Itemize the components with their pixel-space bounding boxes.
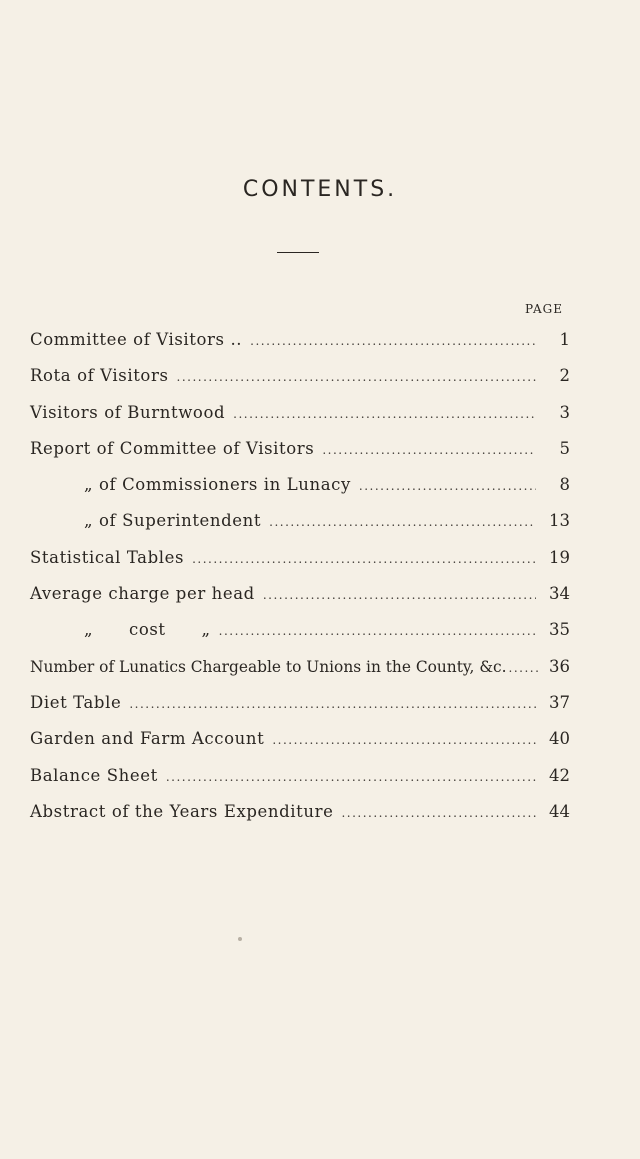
entry-label: Number of Lunatics Chargeable to Unions in the County, &c. (30, 657, 507, 676)
dot-leader (177, 370, 536, 384)
dot-leader (509, 661, 540, 675)
dot-leader (322, 443, 536, 457)
page-title: CONTENTS. (242, 176, 398, 202)
entry-page-number: 37 (549, 692, 570, 712)
contents-entry (30, 693, 570, 729)
contents-entry (30, 729, 570, 765)
contents-entry (30, 802, 570, 838)
entry-label: Visitors of Burntwood (30, 402, 226, 422)
dot-leader (359, 479, 536, 493)
entry-page-number: 19 (549, 547, 570, 567)
entry-page-number: 2 (559, 366, 570, 386)
entry-page-number: 42 (549, 765, 570, 785)
contents-entry (30, 330, 570, 366)
contents-entry (30, 475, 570, 511)
entry-label: Diet Table (30, 692, 122, 712)
entry-label: „ cost „ (84, 620, 211, 640)
dot-leader (219, 624, 536, 638)
entry-label: Average charge per head (30, 584, 255, 604)
dot-leader (272, 733, 536, 747)
entry-label: Report of Committee of Visitors (30, 438, 315, 458)
entry-label: „ of Superintendent (84, 511, 262, 531)
entry-page-number: 3 (559, 402, 570, 422)
contents-entry (30, 657, 570, 693)
dot-leader (269, 515, 536, 529)
entry-page-number: 1 (559, 330, 570, 349)
contents-entry (30, 584, 570, 620)
entry-label: „ of Commissioners in Lunacy (84, 475, 351, 495)
contents-entry (30, 548, 570, 584)
entry-page-number: 40 (549, 729, 570, 749)
entry-page-number: 13 (549, 511, 570, 531)
entry-label: Rota of Visitors (30, 366, 169, 386)
entry-page-number: 5 (559, 438, 570, 458)
entry-page-number: 35 (549, 620, 570, 640)
entry-label: Balance Sheet (30, 765, 158, 785)
dot-leader (233, 407, 536, 421)
entry-label: Committee of Visitors .. (30, 330, 243, 349)
entry-page-number: 8 (559, 475, 570, 495)
entry-page-number: 44 (549, 801, 570, 821)
page-column-heading: PAGE (525, 302, 563, 316)
contents-entry (30, 403, 570, 439)
dot-leader (250, 334, 536, 348)
dot-leader (192, 552, 536, 566)
contents-entry (30, 511, 570, 547)
entry-page-number: 34 (549, 584, 570, 604)
entry-label: Statistical Tables (30, 547, 185, 567)
dot-leader (341, 806, 536, 820)
contents-entry (30, 620, 570, 656)
dot-leader (166, 770, 536, 784)
dot-leader (129, 697, 536, 711)
paper-speck (238, 937, 242, 941)
dot-leader (263, 588, 536, 602)
entry-label: Abstract of the Years Expenditure (30, 801, 334, 821)
entry-label: Garden and Farm Account (30, 729, 265, 749)
entry-page-number: 36 (549, 656, 570, 676)
contents-entry (30, 439, 570, 475)
contents-list (30, 330, 570, 838)
contents-entry (30, 366, 570, 402)
title-rule (277, 252, 319, 253)
contents-entry (30, 766, 570, 802)
